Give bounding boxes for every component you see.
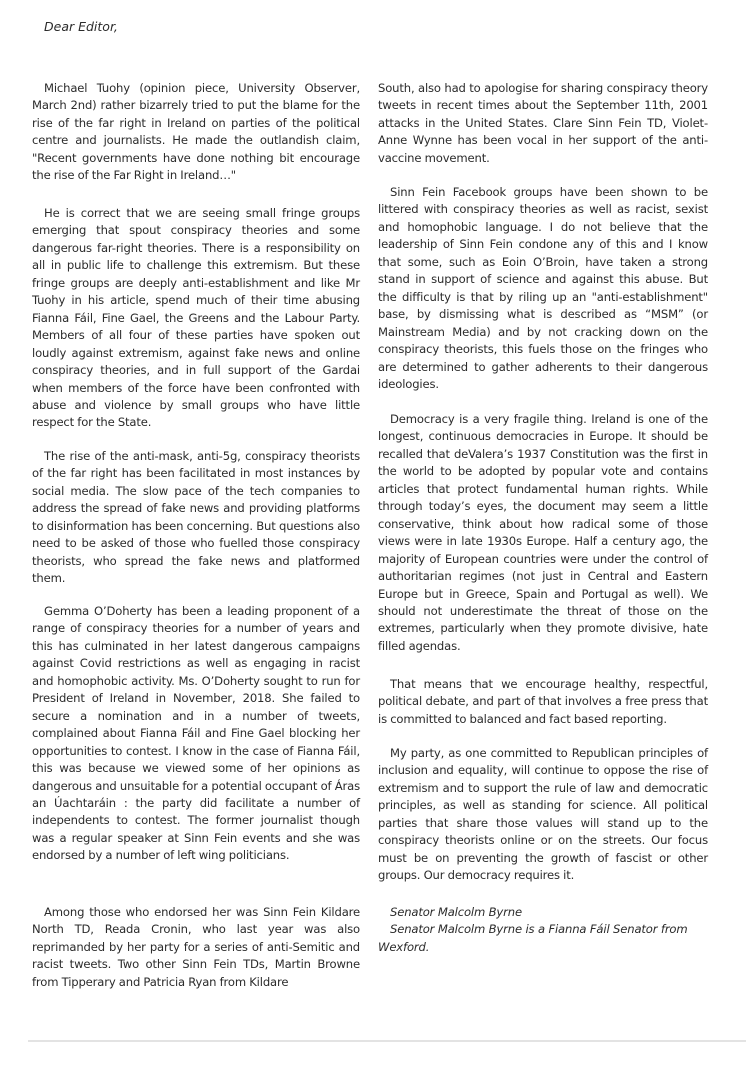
left-paragraph-2: He is correct that we are seeing small fringe groups emerging that spout conspiracy theories and some dangerous far-right theories. There is a responsibility on all in public life to challenge this extremism. But these fringe groups are deeply anti-establishment and like Mr Tuohy in his article, spend much of their time abusing Fianna Fáil, Fine Gael, the Greens and the Labour Party. Members of all four of these parties have spoken out loudly against extremism, against fake news and online conspiracy theories, and in full support of the Gardai when members of the force have been confronted with abuse and violence by small groups who have little respect for the State. [32,206,360,430]
right-paragraph-4: That means that we encourage healthy, respectful, political debate, and part of that involves a free press that is committed to balanced and fact based reporting. [378,677,708,726]
signature-block [378,904,708,956]
left-paragraph-5: Among those who endorsed her was Sinn Fein Kildare North TD, Reada Cronin, who last year was also reprimanded by her party for a series of anti-Semitic and racist tweets. Two other Sinn Fein TDs, Martin Browne from Tipperary and Patricia Ryan from Kildare [32,905,360,989]
page-divider [28,1040,746,1042]
signature-bio: Senator Malcolm Byrne is a Fianna Fáil Senator from Wexford. [378,922,688,954]
signature-name: Senator Malcolm Byrne [390,905,522,919]
right-paragraph-5: My party, as one committed to Republican principles of inclusion and equality, will continue to oppose the rise of extremism and to support the rule of law and democratic principles, as well as standing for science. All political parties that share those values will stand up to the conspiracy theorists online or on the streets. Our focus must be on preventing the growth of fascist or other groups. Our democracy requires it. [378,746,708,883]
right-paragraph-3: Democracy is a very fragile thing. Ireland is one of the longest, continuous democracies in Europe. It should be recalled that deValera’s 1937 Constitution was the first in the world to be adopted by popular vote and contains articles that protect fundamental human rights. While through today’s eyes, the document may seem a little conservative, think about how radical some of those views were in late 1930s Europe. Half a century ago, the majority of European countries were under the control of authoritarian regimes (not just in Central and Eastern Europe but in Greece, Spain and Portugal as well). We should not underestimate the threat of those on the extremes, particularly when they promote divisive, hate filled agendas. [378,412,708,653]
right-paragraph-2: Sinn Fein Facebook groups have been shown to be littered with conspiracy theories as well as racist, sexist and homophobic language. I do not believe that the leadership of Sinn Fein condone any of this and I know that some, such as Eoin O’Broin, have taken a strong stand in support of science and against this abuse. But the difficulty is that by riling up an "anti-establishment" base, by dismissing what is described as “MSM” (or Mainstream Media) and by not cracking down on the conspiracy theorists, this fuels those on the fringes who are determined to gather adherents to their dangerous ideologies. [378,185,708,391]
left-paragraph-1: Michael Tuohy (opinion piece, University Observer, March 2nd) rather bizarrely tried to put the blame for the rise of the far right in Ireland on parties of the political centre and journalists. He made the outlandish claim, "Recent governments have done nothing bit encourage the rise of the Far Right in Ireland…" [32,81,360,183]
left-paragraph-4: Gemma O’Doherty has been a leading proponent of a range of conspiracy theories for a number of years and this has culminated in her latest dangerous campaigns against Covid restrictions as well as engaging in racist and homophobic activity. Ms. O’Doherty sought to run for President of Ireland in November, 2018. She failed to secure a nomination and in a number of tweets, complained about Fianna Fáil and Fine Gael blocking her opportunities to contest. I know in the case of Fianna Fáil, this was because we viewed some of her opinions as dangerous and unsuitable for a potential occupant of Áras an Úachtaráin : the party did facilitate a number of independents to contest. The former journalist though was a regular speaker at Sinn Fein events and she was endorsed by a number of left wing politicians. [32,604,360,863]
left-paragraph-3: The rise of the anti-mask, anti-5g, conspiracy theorists of the far right has been facilitated in most instances by social media. The slow pace of the tech companies to address the spread of fake news and providing platforms to disinformation has been concerning. But questions also need to be asked of those who fuelled those conspiracy theorists, who spread the fake news and platformed them. [32,449,360,586]
right-paragraph-1: South, also had to apologise for sharing conspiracy theory tweets in recent times about the September 11th, 2001 attacks in the United States. Clare Sinn Fein TD, Violet-Anne Wynne has been vocal in her support of the anti-vaccine movement. [378,81,708,165]
salutation: Dear Editor, [44,19,118,34]
